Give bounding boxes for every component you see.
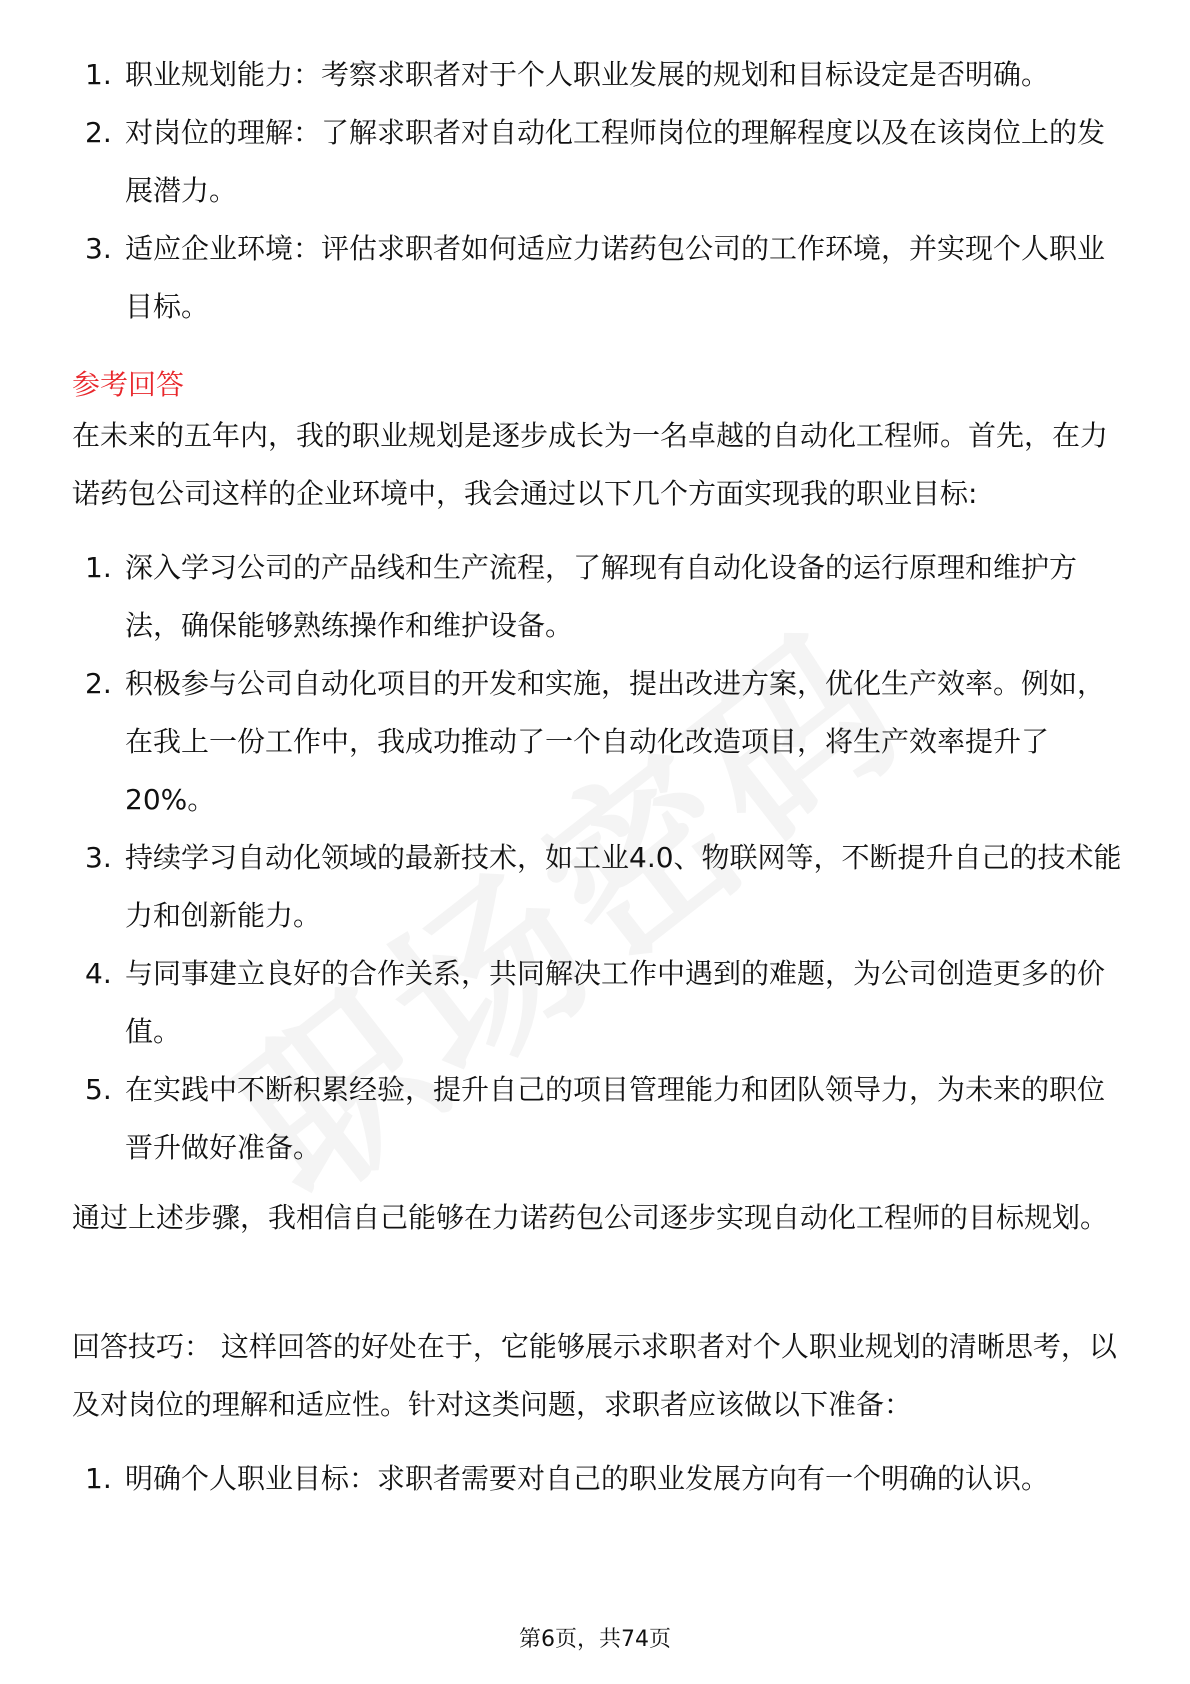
- list-text: 积极参与公司自动化项目的开发和实施，提出改进方案，优化生产效率。例如，在我上一份工作中，我成功推动了一个自动化改造项目，将生产效率提升了20%。: [125, 667, 1106, 816]
- list-item: [0, 1450, 1125, 1508]
- list-text: 明确个人职业目标：求职者需要对自己的职业发展方向有一个明确的认识。: [125, 1462, 1050, 1495]
- list-number: 1.: [85, 551, 112, 584]
- page-footer: 第6页，共74页: [519, 1627, 671, 1652]
- list-text: 对岗位的理解：了解求职者对自动化工程师岗位的理解程度以及在该岗位上的发展潜力。: [125, 116, 1106, 207]
- list-text: 持续学习自动化领域的最新技术，如工业4.0、物联网等，不断提升自己的技术能力和创新能力。: [125, 841, 1122, 932]
- list-item: [0, 220, 1125, 336]
- answer-tips: 回答技巧： 这样回答的好处在于，它能够展示求职者对个人职业规划的清晰思考，以及对岗位的理解和适应性。针对这类问题，求职者应该做以下准备：: [72, 1330, 1117, 1421]
- section-heading: 参考回答: [72, 368, 185, 401]
- list-text: 与同事建立良好的合作关系，共同解决工作中遇到的难题，为公司创造更多的价值。: [125, 957, 1106, 1048]
- list-number: 1.: [85, 1462, 112, 1495]
- list-number: 2.: [85, 116, 112, 149]
- list-item: [0, 104, 1125, 220]
- prep-list: [0, 1450, 1125, 1508]
- intro-list: [0, 46, 1125, 336]
- list-text: 适应企业环境：评估求职者如何适应力诺药包公司的工作环境，并实现个人职业目标。: [125, 232, 1106, 323]
- list-number: 5.: [85, 1073, 112, 1106]
- list-item: [0, 829, 1125, 945]
- list-item: [0, 945, 1125, 1061]
- conclusion: 通过上述步骤，我相信自己能够在力诺药包公司逐步实现自动化工程师的目标规划。: [72, 1201, 1109, 1234]
- list-number: 3.: [85, 232, 112, 265]
- answer-intro: 在未来的五年内，我的职业规划是逐步成长为一名卓越的自动化工程师。首先，在力诺药包公司这样的企业环境中，我会通过以下几个方面实现我的职业目标:: [72, 419, 1109, 510]
- list-number: 4.: [85, 957, 112, 990]
- list-text: 深入学习公司的产品线和生产流程，了解现有自动化设备的运行原理和维护方法，确保能够熟练操作和维护设备。: [125, 551, 1078, 642]
- list-item: [0, 655, 1125, 829]
- list-item: [0, 46, 1125, 104]
- list-text: 在实践中不断积累经验，提升自己的项目管理能力和团队领导力，为未来的职位晋升做好准备。: [125, 1073, 1106, 1164]
- list-item: [0, 1061, 1125, 1177]
- list-number: 3.: [85, 841, 112, 874]
- list-number: 2.: [85, 667, 112, 700]
- list-text: 职业规划能力：考察求职者对于个人职业发展的规划和目标设定是否明确。: [125, 58, 1050, 91]
- list-number: 1.: [85, 58, 112, 91]
- answer-list: [0, 539, 1125, 1177]
- list-item: [0, 539, 1125, 655]
